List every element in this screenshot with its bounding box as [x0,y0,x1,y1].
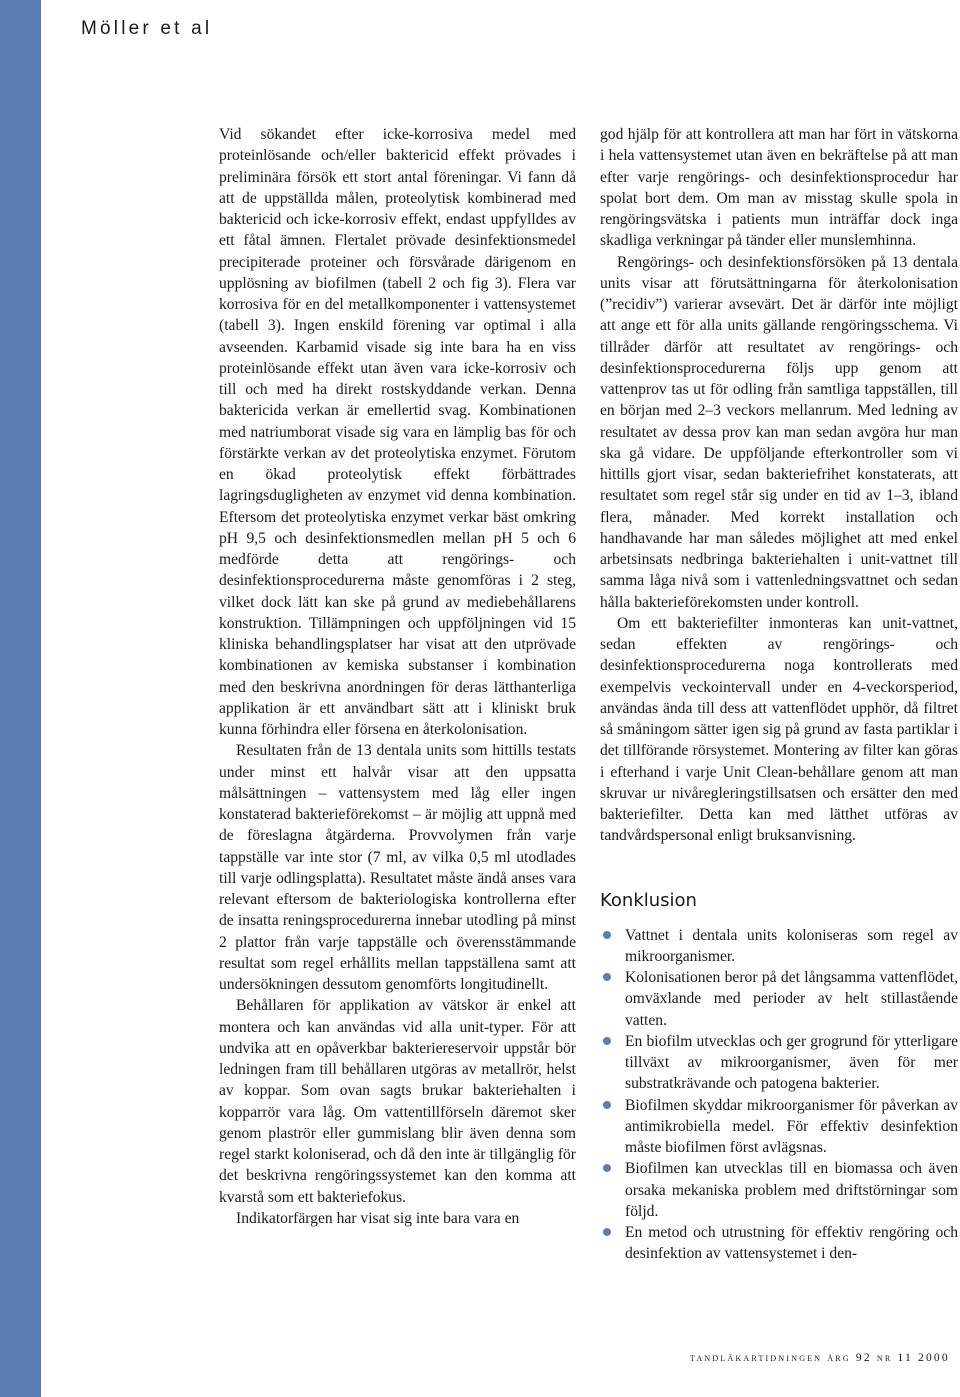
bullet-icon [603,1101,611,1109]
section-heading: Konklusion [600,889,697,911]
list-item-text: Kolonisationen beror på det långsamma vattenflödet, omväxlande med perioder av helt stillastående vatten. [625,969,958,1029]
body-paragraph: god hjälp för att kontrollera att man har fört in vätskorna i hela vattensystemet utan även en bekräftelse på att man efter varje rengörings- och desinfektionsprocedur har spolat bort dem. Om man av misstag skulle spola in rengöringsvätska i patients mun inträffar dock inga skadliga verkningar på tänder eller munslemhinna. [600,126,958,250]
body-paragraph: Behållaren för applikation av vätskor är enkel att montera och kan användas vid alla unit-typer. För att undvika att en opåverkbar bakteriereservoir uppstår bör ledningen fram till behållaren utgöras av metallrör, helst av koppar. Som ovan sagts brukar bakteriehalten i kopparrör vara låg. Om vattentillförseln däremot sker genom plaströr eller gummislang blir även denna som regel starkt koloniserad, och då den inte är tillgänglig för det beskrivna rengöringssystemet kan den komma att kvarstå som ett bakteriefokus. [219,997,576,1206]
accent-stripe [0,0,41,1397]
list-item [600,967,958,1031]
conclusion-list [600,925,958,1265]
list-item [600,1222,958,1265]
journal-footer: tandläkartidningen årg 92 nr 11 2000 [690,1352,950,1364]
bullet-icon [603,1228,611,1236]
list-item-text: En biofilm utvecklas och ger grogrund för ytterligare tillväxt av mikroorganismer, även för mer substratkrävande och patogena bakterier. [625,1032,958,1093]
list-item [600,1095,958,1159]
body-paragraph: Om ett bakteriefilter inmonteras kan unit-vattnet, sedan effekten av rengörings- och desinfektionsprocedurerna noga kontrollerats med exempelvis veckointervall under en 4-veckorsperiod, användas ända till dess att vattenflödet upphör, då filtret så småningom sätter igen sig på grund av fasta partiklar i det tillförande rörsystemet. Montering av filter kan göras i efterhand i varje Unit Clean-behållare genom att man skruvar ur nivåregleringstillsatsen och ersätter den med bakteriefilter. Detta kan med lätthet utföras av tandvårdspersonal enligt bruksanvisning. [600,614,958,845]
bullet-icon [603,931,611,939]
list-item-text: En metod och utrustning för effektiv rengöring och desinfektion av vattensystemet i den- [625,1224,958,1263]
list-item [600,1158,958,1222]
list-item-text: Biofilmen skyddar mikroorganismer för påverkan av antimikrobiella medel. För effektiv desinfektion måste biofilmen först avlägsnas. [625,1096,958,1156]
list-item [600,925,958,968]
list-item-text: Biofilmen kan utvecklas till en biomassa och även orsaka mekaniska problem med driftstörningar som följd. [625,1160,958,1220]
right-column [600,124,958,1265]
list-item [600,1031,958,1095]
running-head: Möller et al [81,18,213,39]
body-paragraph: Vid sökandet efter icke-korrosiva medel med proteinlösande och/eller baktericid effekt prövades i preliminära försök ett stort antal föreningar. Vi fann då att de uppställda målen, proteolytisk kombinerad med baktericid och icke-korrosiv effekt, endast uppfylldes av ett fåtal ämnen. Flertalet prövade desinfektionsmedel precipiterade proteiner och försvårade därigenom en upplösning av biofilmen (tabell 2 och fig 3). Flera var korrosiva för en del metallkomponenter i vattensystemet (tabell 3). Ingen enskild förening var optimal i alla avseenden. Karbamid visade sig inte bara ha en viss proteinlösande effekt utan även vara icke-korrosiv och till och med ha direkt rostskyddande verkan. Denna baktericida verkan är emellertid svag. Kombinationen med natriumborat visade sig vara en lämplig bas för och förstärkte verkan av det proteolytiska enzymet. Förutom en ökad proteolytisk effekt förbättrades lagringsdugligheten av enzymet vid denna kombination. Eftersom det proteolytiska enzymet verkar bäst omkring pH 9,5 och desinfektionsmedlen mellan pH 5 och 6 medförde detta att rengörings- och desinfektionsprocedurerna måste genomföras i 2 steg, vilket dock lätt kan ske på grund av mediebehållarens konstruktion. Tillämpningen och uppföljningen vid 15 kliniska behandlingsplatser har visat att den utprövade kombinationen av kemiska substanser i kombination med den beskrivna anordningen för deras lätthanterliga applikation är ett användbart sätt att i kliniskt bruk kunna förhindra eller försena en återkolonisation. [219,126,576,738]
body-paragraph: Indikatorfärgen har visat sig inte bara vara en [236,1209,520,1227]
left-column [219,124,576,1229]
bullet-icon [603,973,611,981]
bullet-icon [603,1037,611,1045]
bullet-icon [603,1164,611,1172]
body-paragraph: Resultaten från de 13 dentala units som hittills testats under minst ett halvår visar att den uppsatta målsättningen – vattensystem med låg eller ingen konstaterad bakterieförekomst – är möjlig att uppnå med de föreslagna åtgärderna. Provvolymen från varje tappställe var inte stor (7 ml, av vilka 0,5 ml utodlades till varje odlingsplatta). Resultatet måste ändå anses vara relevant eftersom de bakteriologiska kontrollerna efter de insatta reningsprocedurerna innebar utodling på minst 2 plattor från varje tappställe och överensstämmande resultat som regel erhållits mellan tappställena samt att undersökningen dessutom genomförts longitudinellt. [219,742,576,993]
body-paragraph: Rengörings- och desinfektionsförsöken på 13 dentala units visar att förutsättningarna för återkolonisation (”recidiv”) varierar avsevärt. Det är därför inte möjligt att ange ett för alla units gällande rengöringsschema. Vi tillråder därför att resultatet av rengörings- och desinfektionsprocedurerna följs upp genom att vattenprov tas ut för odling från samtliga tappställen, till en början med 2–3 veckors mellanrum. Med ledning av resultatet av dessa prov kan man sedan avgöra hur man ska gå vidare. De uppföljande efterkontroller som vi hittills gjort visar, sedan bakteriefrihet konstaterats, att resultatet som regel står sig under en tid av 1–3, ibland flera, månader. Med korrekt installation och handhavande har man således möjlighet att med enkel arbetsinsats nedbringa bakteriehalten i unit-vattnet till samma låga nivå som i vattenledningsvattnet och sedan hålla bakterieförekomsten under kontroll. [600,253,958,611]
list-item-text: Vattnet i dentala units koloniseras som regel av mikroorganismer. [625,926,958,965]
